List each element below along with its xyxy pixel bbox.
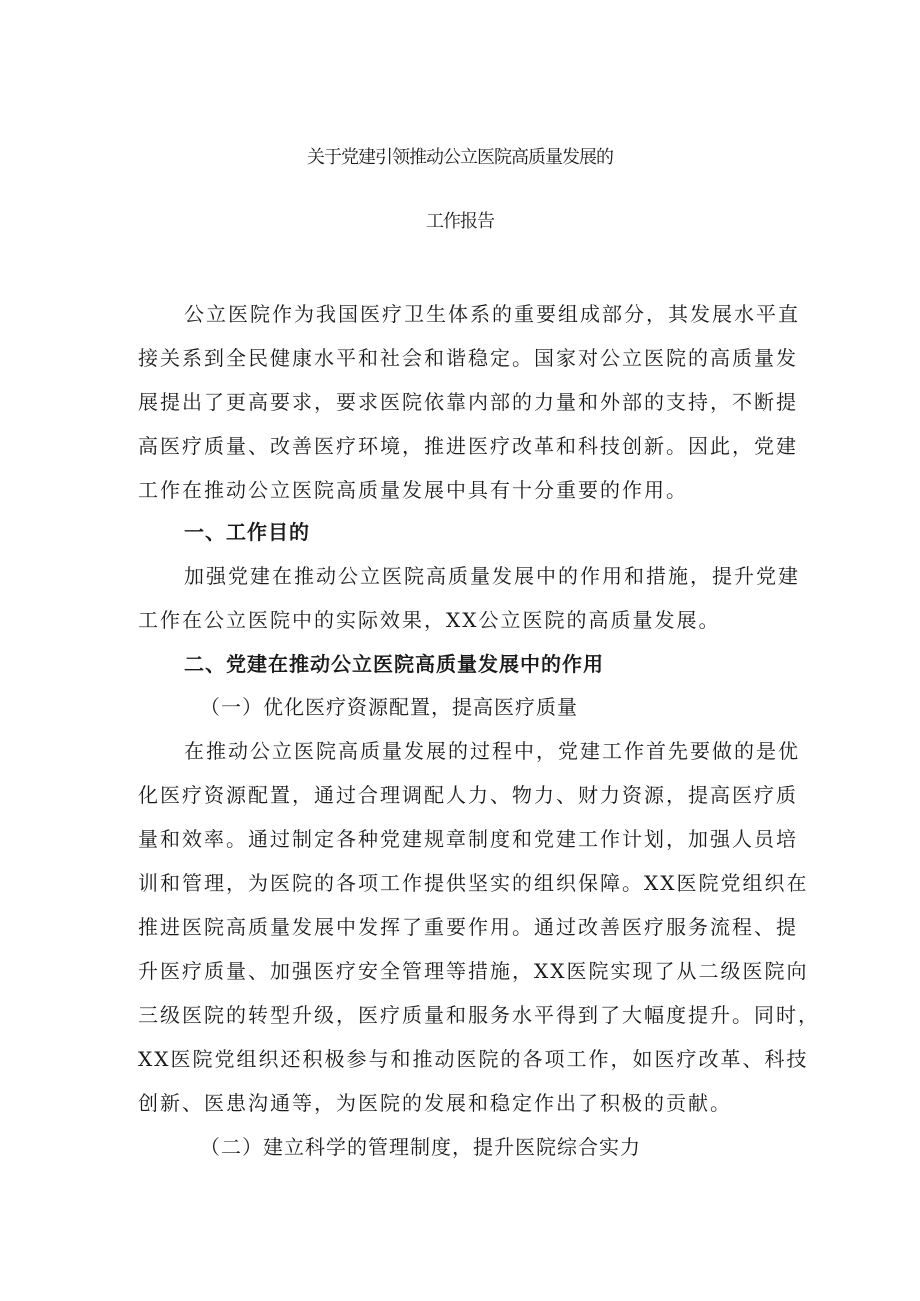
subsection1-line: 化医疗资源配置，通过合理调配人力、物力、财力资源，提高医疗质	[138, 783, 798, 807]
subsection1-line: 创新、医患沟通等，为医院的发展和稳定作出了积极的贡献。	[138, 1091, 732, 1115]
document-title-line1: 关于党建引领推动公立医院高质量发展的	[307, 147, 613, 168]
subsection1-line: 量和效率。通过制定各种党建规章制度和党建工作计划，加强人员培	[138, 827, 798, 851]
intro-line: 接关系到全民健康水平和社会和谐稳定。国家对公立医院的高质量发	[138, 346, 798, 370]
section1-line: 加强党建在推动公立医院高质量发展中的作用和措施，提升党建	[184, 564, 800, 588]
subsection2-heading: （二）建立科学的管理制度，提升医院综合实力	[200, 1135, 641, 1159]
subsection1-heading: （一）优化医疗资源配置，提高医疗质量	[200, 695, 578, 719]
intro-line: 工作在推动公立医院高质量发展中具有十分重要的作用。	[138, 478, 688, 502]
document-title-line2: 工作报告	[426, 211, 494, 232]
subsection1-line: 升医疗质量、加强医疗安全管理等措施，XX医院实现了从二级医院向	[138, 959, 809, 983]
intro-line: 展提出了更高要求，要求医院依靠内部的力量和外部的支持，不断提	[138, 390, 798, 414]
subsection1-line: XX医院党组织还积极参与和推动医院的各项工作，如医疗改革、科技	[138, 1047, 809, 1071]
section2-heading: 二、党建在推动公立医院高质量发展中的作用	[184, 652, 604, 676]
intro-line: 高医疗质量、改善医疗环境，推进医疗改革和科技创新。因此，党建	[138, 434, 798, 458]
subsection1-line: 三级医院的转型升级，医疗质量和服务水平得到了大幅度提升。同时，	[138, 1003, 820, 1027]
subsection1-line: 训和管理，为医院的各项工作提供坚实的组织保障。XX医院党组织在	[138, 871, 809, 895]
section1-line: 工作在公立医院中的实际效果，XX公立医院的高质量发展。	[138, 608, 721, 632]
subsection1-line: 在推动公立医院高质量发展的过程中，党建工作首先要做的是优	[184, 739, 800, 763]
intro-line: 公立医院作为我国医疗卫生体系的重要组成部分，其发展水平直	[184, 302, 800, 326]
subsection1-line: 推进医院高质量发展中发挥了重要作用。通过改善医疗服务流程、提	[138, 915, 798, 939]
section1-heading: 一、工作目的	[184, 520, 310, 544]
